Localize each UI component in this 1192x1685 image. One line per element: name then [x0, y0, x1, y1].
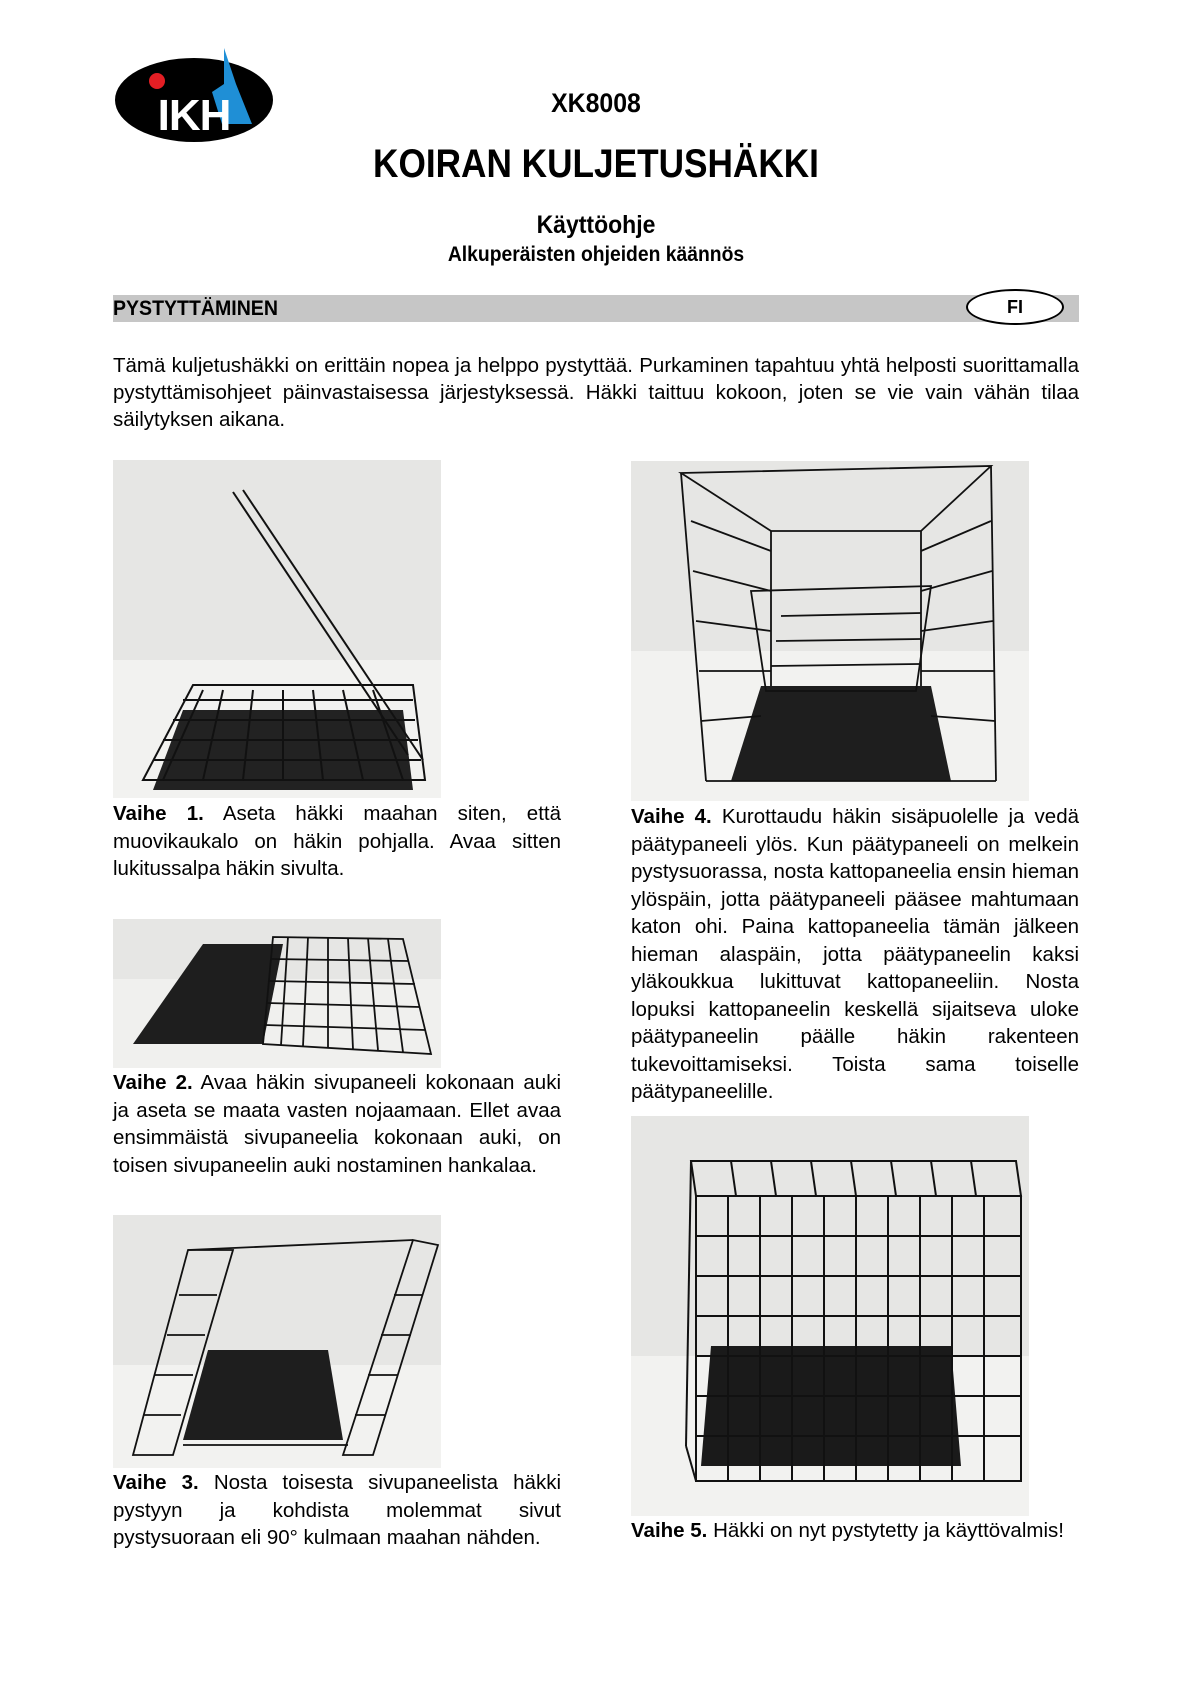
language-badge: FI: [966, 289, 1064, 325]
translation-note: Alkuperäisten ohjeiden käännös: [447, 243, 745, 266]
step-1-text: [113, 800, 561, 883]
step-2-photo: [113, 919, 441, 1068]
step-1-label: Vaihe 1.: [113, 802, 204, 825]
step-5-body: Häkki on nyt pystytetty ja käyttövalmis!: [713, 1519, 1064, 1542]
step-1-body: Aseta häkki maahan siten, että muovikaukalo on häkin pohjalla. Avaa sitten lukitussalpa häkin sivulta.: [113, 802, 561, 880]
section-title: PYSTYTTÄMINEN: [113, 297, 278, 320]
step-5-label: Vaihe 5.: [631, 1519, 708, 1542]
step-2-text: [113, 1069, 561, 1179]
model-number: XK8008: [551, 88, 641, 118]
step-5-photo: [631, 1116, 1029, 1516]
step-3-photo: [113, 1215, 441, 1468]
step-2-label: Vaihe 2.: [113, 1071, 193, 1094]
step-3-body: Nosta toisesta sivupaneelista häkki pystyyn ja kohdista molemmat sivut pystysuoraan eli 90° kulmaan maahan nähden.: [113, 1471, 561, 1549]
step-5-text: [631, 1517, 1131, 1545]
step-2-body: Avaa häkin sivupaneeli kokonaan auki ja aseta se maata vasten nojaamaan. Ellet avaa ensimmäistä sivupaneelia kokonaan auki, on toisen sivupaneelin auki nostaminen hankalaa.: [113, 1071, 561, 1177]
step-4-text: [631, 803, 1079, 1106]
step-3-label: Vaihe 3.: [113, 1471, 199, 1494]
svg-text:IKH: IKH: [157, 91, 231, 140]
step-4-photo: [631, 461, 1029, 801]
step-1-photo: [113, 460, 441, 798]
step-4-label: Vaihe 4.: [631, 805, 712, 828]
intro-paragraph: Tämä kuljetushäkki on erittäin nopea ja helppo pystyttää. Purkaminen tapahtuu yhtä helposti suorittamalla pystyttämisohjeet päinvastaisessa järjestyksessä. Häkki taittuu kokoon, joten se vie vain vähän tilaa säilytyksen aikana.: [113, 354, 1079, 431]
step-4-body: Kurottaudu häkin sisäpuolelle ja vedä päätypaneeli ylös. Kun päätypaneeli on melkein pystysuorassa, nosta kattopaneelia ensin hieman ylöspäin, jotta päätypaneeli pääsee mahtumaan katon ohi. Paina kattopaneelia tämän jälkeen hieman alaspäin, jotta päätypaneelin kaksi yläkoukkua lukittuvat kattopaneeliin. Nosta lopuksi kattopaneelin keskellä sijaitseva uloke päätypaneelin päälle häkin rakenteen tukevoittamiseksi. Toista sama toiselle päätypaneelille.: [631, 805, 1080, 1103]
document-subtitle: Käyttöohje: [536, 211, 656, 239]
step-3-text: [113, 1469, 561, 1552]
document-title: KOIRAN KULJETUSHÄKKI: [373, 142, 819, 186]
